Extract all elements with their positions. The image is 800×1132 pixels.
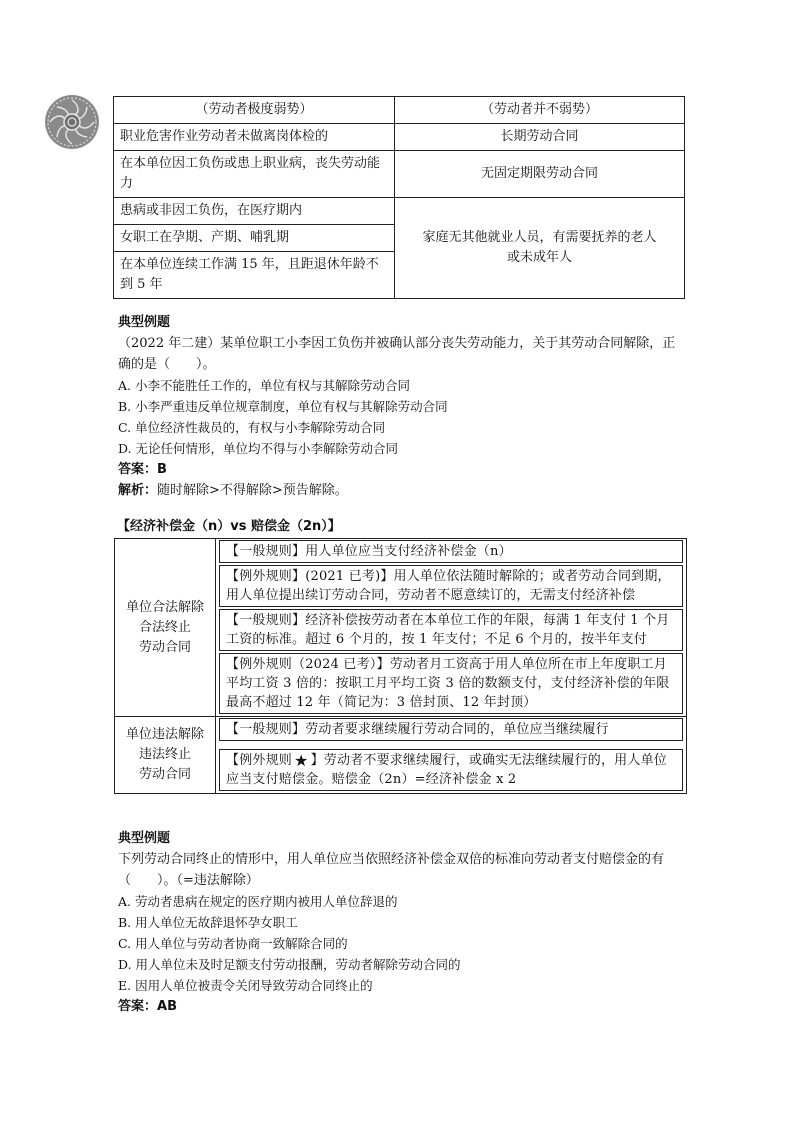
option-b: B. 用人单位无故辞退怀孕女职工 bbox=[118, 915, 298, 930]
star-icon: ★ bbox=[294, 751, 309, 770]
example-title: 典型例题 bbox=[118, 315, 171, 330]
group-label-legal bbox=[115, 539, 216, 717]
rule-general-3: 【一般规则】劳动者要求继续履行劳动合同的，单位应当继续履行 bbox=[219, 718, 683, 741]
right-row: 家庭无其他就业人员，有需要抚养的老人或未成年人 bbox=[395, 198, 685, 299]
answer-line bbox=[118, 459, 688, 480]
option-b: B. 小李严重违反单位规章制度，单位有权与其解除劳动合同 bbox=[118, 399, 448, 414]
rule-prefix: 【例外规则 bbox=[226, 753, 293, 768]
section-title: 【经济补偿金（n）vs 赔偿金（2n）】 bbox=[117, 519, 341, 534]
group-label-text: 单位合法解除 合法终止 劳动合同 bbox=[125, 599, 204, 655]
rule-general-1: 【一般规则】用人单位应当支付经济补偿金（n） bbox=[219, 540, 683, 563]
header-left: （劳动者极度弱势） bbox=[114, 97, 395, 124]
seal-logo bbox=[44, 94, 100, 150]
rule-exception-1: 【例外规则】(2021 已考)】用人单位依法随时解除的；或者劳动合同到期，用人单位提出续订劳动合同，劳动者不愿意续订的，无需支付经济补偿 bbox=[219, 565, 683, 607]
example-2 bbox=[118, 828, 688, 1017]
answer-line bbox=[118, 996, 688, 1017]
left-row: 职业危害作业劳动者未做离岗体检的 bbox=[114, 124, 395, 151]
option-d: D. 用人单位未及时足额支付劳动报酬，劳动者解除劳动合同的 bbox=[118, 957, 461, 972]
answer-value: AB bbox=[157, 999, 177, 1014]
analysis-label: 解析： bbox=[118, 483, 158, 498]
rule-general-2: 【一般规则】经济补偿按劳动者在本单位工作的年限，每满 1 年支付 1 个月工资的标准。超过 6 个月的，按 1 年支付；不足 6 个月的，按半年支付 bbox=[219, 609, 683, 651]
option-d: D. 无论任何情形，单位均不得与小李解除劳动合同 bbox=[118, 441, 399, 456]
answer-value: B bbox=[157, 462, 167, 477]
example-1 bbox=[118, 312, 688, 501]
left-row: 在本单位连续工作满 15 年，且距退休年龄不到 5 年 bbox=[114, 252, 395, 299]
header-right: （劳动者并不弱势） bbox=[395, 97, 685, 124]
rules-legal bbox=[216, 539, 687, 717]
right-row: 长期劳动合同 bbox=[395, 124, 685, 151]
option-c: C. 单位经济性裁员的，有权与小李解除劳动合同 bbox=[118, 420, 386, 435]
example-question: 下列劳动合同终止的情形中，用人单位应当依照经济补偿金双倍的标准向劳动者支付赔偿金的有（ ）。（=违法解除） bbox=[118, 852, 665, 888]
left-row: 在本单位因工负伤或患上职业病，丧失劳动能力 bbox=[114, 151, 395, 198]
option-a: A. 小李不能胜任工作的，单位有权与其解除劳动合同 bbox=[118, 378, 410, 393]
example-question: （2022 年二建）某单位职工小李因工负伤并被确认部分丧失劳动能力，关于其劳动合同解除，正确的是（ ）。 bbox=[118, 336, 676, 372]
option-a: A. 劳动者患病在规定的医疗期内被用人单位辞退的 bbox=[118, 894, 398, 909]
analysis-line bbox=[118, 480, 688, 501]
answer-label: 答案： bbox=[118, 999, 158, 1014]
group-label-text: 单位违法解除 违法终止 劳动合同 bbox=[125, 727, 204, 782]
compensation-table bbox=[114, 538, 687, 794]
right-row: 无固定期限劳动合同 bbox=[395, 151, 685, 198]
option-c: C. 用人单位与劳动者协商一致解除合同的 bbox=[118, 936, 348, 951]
example-title: 典型例题 bbox=[118, 831, 171, 846]
analysis-text: 随时解除>不得解除>预告解除。 bbox=[157, 483, 348, 498]
rule-exception-2: 【例外规则（2024 已考）】劳动者月工资高于用人单位所在市上年度职工月平均工资 3 倍的：按职工月平均工资 3 倍的数额支付，支付经济补偿的年限最高不超过 12 年（简记为：3 倍封顶、12 年封顶） bbox=[219, 653, 683, 714]
left-row: 患病或非因工负伤，在医疗期内 bbox=[114, 198, 395, 225]
rule-body: 】劳动者不要求继续履行，或确实无法继续履行的，用人单位应当支付赔偿金。赔偿金（2n）=经济补偿金 x 2 bbox=[226, 753, 667, 787]
option-e: E. 因用人单位被责令关闭导致劳动合同终止的 bbox=[118, 978, 373, 993]
answer-label: 答案： bbox=[118, 462, 158, 477]
vulnerability-table bbox=[113, 96, 685, 299]
rule-exception-3 bbox=[219, 749, 683, 791]
rules-illegal bbox=[216, 717, 687, 794]
group-label-illegal bbox=[115, 717, 216, 794]
left-row: 女职工在孕期、产期、哺乳期 bbox=[114, 225, 395, 252]
